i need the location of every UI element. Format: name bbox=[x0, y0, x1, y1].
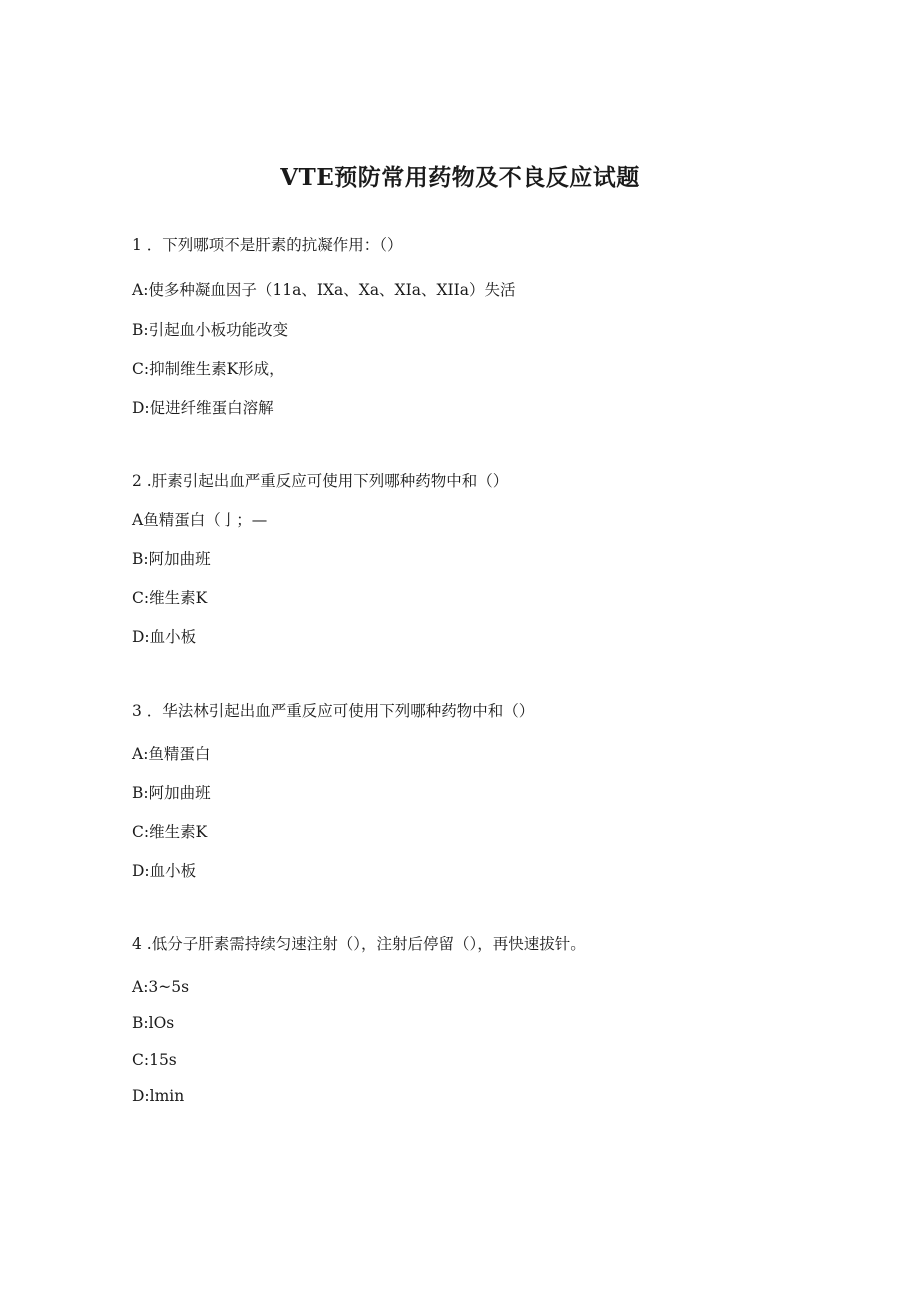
question-3-option-d: D:血小板 bbox=[132, 862, 197, 880]
question-3: 3 ．华法林引起出血严重反应可使用下列哪种药物中和（） bbox=[132, 702, 535, 720]
question-2-option-c: C:维生素K bbox=[132, 589, 208, 607]
question-3-option-b: B:阿加曲班 bbox=[132, 784, 211, 802]
question-2-option-a: A鱼精蛋白（亅；— bbox=[132, 511, 268, 529]
question-1-option-a: A:使多种凝血因子（11a、IXa、Xa、XIa、XIIa）失活 bbox=[132, 281, 516, 299]
question-4: 4 .低分子肝素需持续匀速注射（），注射后停留（），再快速拔针。 bbox=[132, 935, 586, 953]
question-1-option-b: B:引起血小板功能改变 bbox=[132, 321, 289, 339]
question-4-option-c: C:15s bbox=[132, 1051, 177, 1069]
question-1: 1 ．下列哪项不是肝素的抗凝作用：（） bbox=[132, 236, 403, 254]
page-title: VTE预防常用药物及不良反应试题 bbox=[280, 164, 640, 191]
question-2-option-d: D:血小板 bbox=[132, 628, 197, 646]
question-2-option-b: B:阿加曲班 bbox=[132, 550, 211, 568]
question-1-option-d: D:促进纤维蛋白溶解 bbox=[132, 399, 274, 417]
question-3-option-a: A:鱼精蛋白 bbox=[132, 745, 211, 763]
question-4-option-d: D:lmin bbox=[132, 1087, 185, 1105]
question-3-option-c: C:维生素K bbox=[132, 823, 208, 841]
question-4-option-a: A:3~5s bbox=[132, 978, 190, 996]
question-1-option-c: C:抑制维生素K形成， bbox=[132, 360, 285, 378]
question-2: 2 .肝素引起出血严重反应可使用下列哪种药物中和（） bbox=[132, 472, 509, 490]
question-4-option-b: B:lOs bbox=[132, 1014, 175, 1032]
